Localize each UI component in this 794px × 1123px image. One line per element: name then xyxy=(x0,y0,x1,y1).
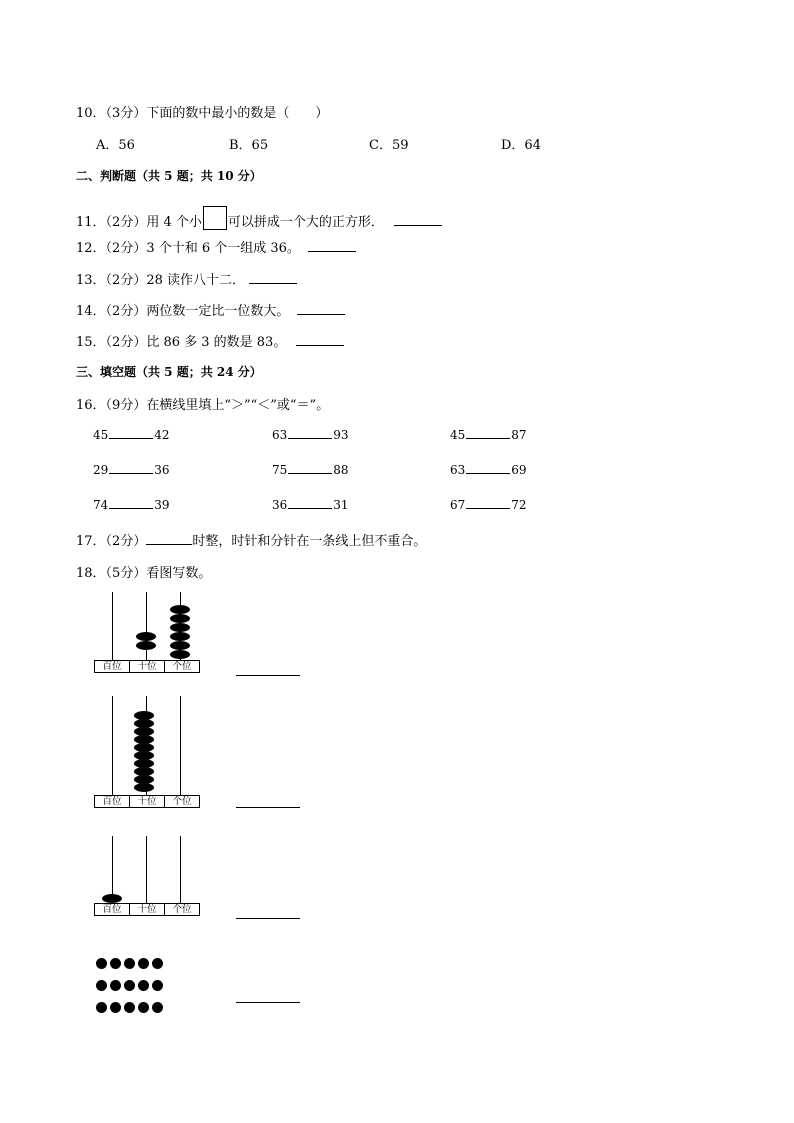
dot xyxy=(138,1002,149,1013)
q13-answer-blank[interactable] xyxy=(249,272,297,284)
compare-item: 29 36 xyxy=(93,463,170,477)
q17-prefix: 17．（2分） xyxy=(76,534,147,549)
compare-blank[interactable] xyxy=(288,428,332,439)
q18-text: 18．（5分）看图写数。 xyxy=(76,566,212,581)
q12-line xyxy=(76,237,356,256)
label-tens: 十位 xyxy=(130,904,165,915)
q13-line xyxy=(76,269,297,288)
q18-answer-blank-1[interactable] xyxy=(236,674,300,676)
label-ones: 个位 xyxy=(172,796,192,807)
q14-line xyxy=(76,300,345,319)
dot xyxy=(110,958,121,969)
label-hundreds: 百位 xyxy=(95,904,130,915)
label-ones: 个位 xyxy=(172,904,192,915)
compare-item: 75 88 xyxy=(272,463,349,477)
compare-item: 45 87 xyxy=(450,428,527,442)
place-value-labels xyxy=(94,795,200,808)
section-3-title: 三、填空题（共 5 题；共 24 分） xyxy=(76,365,262,379)
abacus-bead xyxy=(170,641,190,650)
abacus-rod-hundreds xyxy=(112,836,113,903)
section-2-title: 二、判断题（共 5 题；共 10 分） xyxy=(76,169,262,183)
q15-line xyxy=(76,331,344,350)
abacus-bead xyxy=(170,650,190,659)
q17-suffix: 时整，时针和分针在一条线上但不重合。 xyxy=(192,534,427,549)
q17-line xyxy=(76,530,426,549)
compare-item: 36 31 xyxy=(272,498,349,512)
q14-answer-blank[interactable] xyxy=(297,303,345,315)
abacus-rod-hundreds xyxy=(112,592,113,660)
q14-text: 14．（2分）两位数一定比一位数大。 xyxy=(76,304,290,319)
dot xyxy=(96,980,107,991)
abacus-2 xyxy=(94,696,200,810)
dot xyxy=(96,958,107,969)
compare-item: 67 72 xyxy=(450,498,527,512)
compare-blank[interactable] xyxy=(288,498,332,509)
dot xyxy=(110,1002,121,1013)
dot xyxy=(138,958,149,969)
abacus-rod-ones xyxy=(180,836,181,903)
dot xyxy=(124,958,135,969)
dot xyxy=(152,1002,163,1013)
compare-blank[interactable] xyxy=(109,463,153,474)
q13-text: 13．（2分）28 读作八十二． xyxy=(76,273,245,288)
compare-blank[interactable] xyxy=(109,428,153,439)
q18-answer-blank-4[interactable] xyxy=(236,1001,300,1003)
abacus-bead xyxy=(136,641,156,650)
q12-text: 12．（2分）3 个十和 6 个一组成 36。 xyxy=(76,241,300,256)
place-value-labels xyxy=(94,903,200,916)
label-tens: 十位 xyxy=(130,796,165,807)
abacus-rod-tens xyxy=(146,836,147,903)
abacus-rod-ones xyxy=(180,696,181,795)
q10-option-b[interactable]: B．65 xyxy=(229,138,269,153)
dot xyxy=(152,980,163,991)
dot xyxy=(96,1002,107,1013)
q11-text-before: 11．（2分）用 4 个小 xyxy=(76,215,202,230)
q10-option-a[interactable]: A．56 xyxy=(96,138,135,153)
abacus-rod-hundreds xyxy=(112,696,113,795)
abacus-bead xyxy=(170,632,190,641)
compare-item: 45 42 xyxy=(93,428,170,442)
compare-blank[interactable] xyxy=(466,428,510,439)
label-hundreds: 百位 xyxy=(95,796,130,807)
abacus-bead xyxy=(170,614,190,623)
abacus-bead xyxy=(136,632,156,641)
q15-text: 15．（2分）比 86 多 3 的数是 83。 xyxy=(76,335,287,350)
label-hundreds: 百位 xyxy=(95,661,130,672)
q18-answer-blank-3[interactable] xyxy=(236,917,300,919)
compare-item: 63 93 xyxy=(272,428,349,442)
abacus-bead xyxy=(170,605,190,614)
q11-text-after: 可以拼成一个大的正方形． xyxy=(227,215,384,230)
dot xyxy=(138,980,149,991)
dot xyxy=(124,1002,135,1013)
compare-blank[interactable] xyxy=(288,463,332,474)
label-tens: 十位 xyxy=(130,661,165,672)
abacus-bead xyxy=(170,623,190,632)
abacus-bead xyxy=(102,894,122,903)
compare-item: 63 69 xyxy=(450,463,527,477)
q11-answer-blank[interactable] xyxy=(394,214,442,226)
dot xyxy=(110,980,121,991)
q17-answer-blank[interactable] xyxy=(146,533,192,545)
dot-grid xyxy=(96,958,166,1018)
label-ones: 个位 xyxy=(172,661,192,672)
q18-answer-blank-2[interactable] xyxy=(236,806,300,808)
q10-option-c[interactable]: C．59 xyxy=(369,138,409,153)
dot xyxy=(152,958,163,969)
q16-text: 16．（9分）在横线里填上“＞”“＜”或“＝”。 xyxy=(76,398,330,413)
compare-blank[interactable] xyxy=(109,498,153,509)
q10-option-d[interactable]: D．64 xyxy=(501,138,541,153)
q12-answer-blank[interactable] xyxy=(308,240,356,252)
q15-answer-blank[interactable] xyxy=(296,334,344,346)
small-square-icon xyxy=(203,206,227,230)
dot xyxy=(124,980,135,991)
compare-item: 74 39 xyxy=(93,498,170,512)
abacus-bead xyxy=(134,783,154,792)
compare-blank[interactable] xyxy=(466,463,510,474)
compare-blank[interactable] xyxy=(466,498,510,509)
abacus-3 xyxy=(94,836,200,918)
place-value-labels xyxy=(94,660,200,673)
q11-line xyxy=(76,206,442,230)
q10-text: 10．（3分）下面的数中最小的数是（ ） xyxy=(76,106,329,121)
abacus-1 xyxy=(94,592,200,675)
